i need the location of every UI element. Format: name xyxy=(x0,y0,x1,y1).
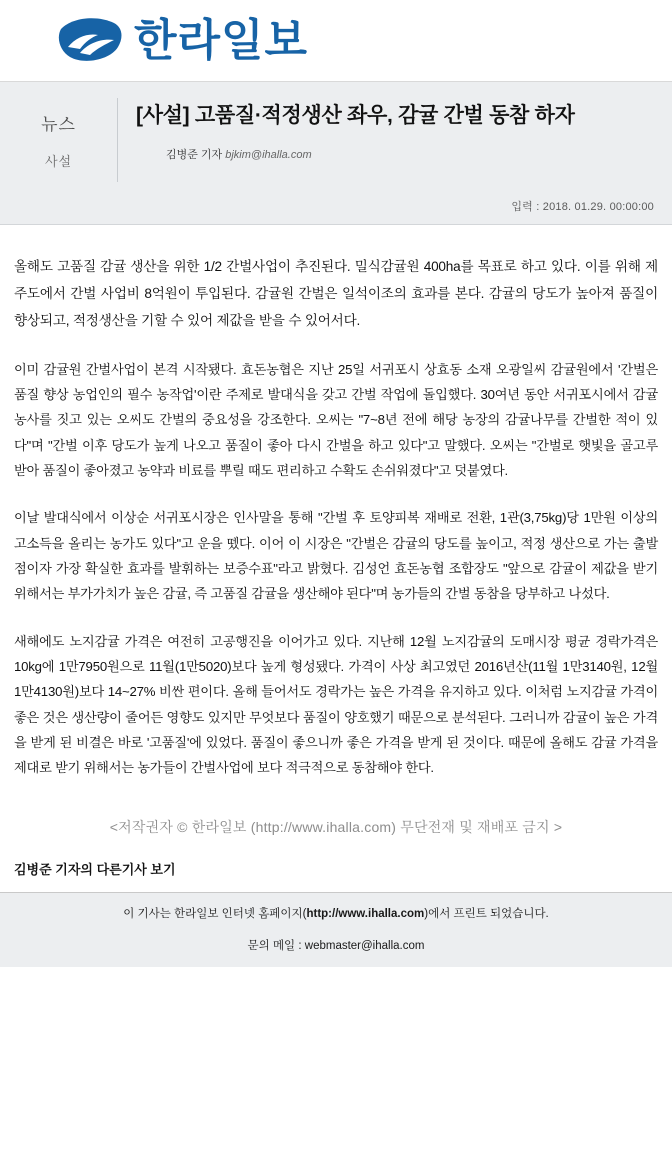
subsection-name[interactable]: 사설 xyxy=(44,154,73,169)
article-paragraph: 이날 발대식에서 이상순 서귀포시장은 인사말을 통해 "간벌 후 토양피복 재배로 전환, 1관(3,75kg)당 1만원 이상의 고소득을 올리는 농가도 있다"고 운을 뗐다. 이어 이 시장은 "간벌은 감귤의 당도를 높이고, 적정 생산으로 가는 출발점이자 가장 확실한 효과를 발휘하는 보증수표"라고 밝혔다. 김성언 효돈농협 조합장도 "앞으로 감귤이 제값을 받기 위해서는 부가가치가 높은 감귤, 즉 고품질 감귤을 생산해야 된다"며 농가들의 간벌 동참을 당부하고 나섰다. xyxy=(14,510,658,602)
print-source-url[interactable]: http://www.ihalla.com xyxy=(306,907,425,920)
publish-timestamp: 입력 : 2018. 01.29. 00:00:00 xyxy=(511,201,654,213)
section-name[interactable]: 뉴스 xyxy=(41,115,76,134)
more-articles-link[interactable]: 김병준 기자의 다른기사 보기 xyxy=(14,861,176,877)
section-breadcrumb xyxy=(0,98,118,182)
article-paragraph: 올해도 고품질 감귤 생산을 위한 1/2 간벌사업이 추진된다. 밀식감귤원 400ha를 목표로 하고 있다. 이를 위해 제주도에서 간벌 사업비 8억원이 투입된다. 감귤원 간벌은 일석이조의 효과를 본다. 감귤의 당도가 높아져 품질이 향상되고, 적정생산을 기할 수 있어 제값을 받을 수 있어서다. xyxy=(14,259,658,329)
page-title: [사설] 고품질·적정생산 좌우, 감귤 간벌 동참 하자 xyxy=(136,104,575,127)
site-logo-text: 한라일보 xyxy=(134,15,309,65)
article-paragraph: 이미 감귤원 간벌사업이 본격 시작됐다. 효돈농협은 지난 25일 서귀포시 상효동 소재 오광일씨 감귤원에서 '간벌은 품질 향상 농업인의 필수 농작업'이란 주제로 발대식을 갖고 간벌 작업에 돌입했다. 30여년 동안 서귀포시에서 감귤농사를 짓고 있는 오씨도 간벌의 중요성을 강조한다. 오씨는 "7~8년 전에 해당 농장의 감귤나무를 간벌한 적이 있다"며 "간벌 이후 당도가 높게 나오고 품질이 좋아 다시 간벌을 하고 있다"고 말했다. 오씨는 "간벌로 햇빛을 골고루 받아 품질이 좋아졌고 농약과 비료를 뿌릴 때도 편리하고 수확도 손쉬워졌다"고 덧붙였다. xyxy=(14,361,658,478)
print-footer xyxy=(0,892,672,967)
reporter-email[interactable]: bjkim@ihalla.com xyxy=(225,149,312,162)
contact-mail-line xyxy=(0,937,672,953)
article-header xyxy=(0,82,672,225)
article-body xyxy=(0,225,672,781)
article-paragraph: 새해에도 노지감귤 가격은 여전히 고공행진을 이어가고 있다. 지난해 12월 노지감귤의 도매시장 평균 경락가격은 10kg에 1만7950원으로 11월(1만5020)보다 높게 형성됐다. 가격이 사상 최고였던 2016년산(11월 1만3140원, 12월 1만4130원)보다 14~27% 비싼 편이다. 올해 들어서도 경락가는 높은 가격을 유지하고 있다. 이처럼 노지감귤 가격이 좋은 것은 생산량이 줄어든 영향도 있지만 무엇보다 품질이 양호했기 때문으로 분석된다. 그러니까 감귤이 높은 가격을 받게 된 비결은 바로 '고품질'에 있었다. 품질이 좋으니까 좋은 가격을 받게 된 것이다. 때문에 올해도 감귤 가격을 제대로 받기 위해서는 농가들이 간벌사업에 보다 적극적으로 동참해야 한다. xyxy=(14,633,658,776)
copyright-notice: <저작권자 © 한라일보 (http://www.ihalla.com) 무단전재 및 재배포 금지 > xyxy=(109,818,563,835)
contact-mail-address[interactable]: webmaster@ihalla.com xyxy=(304,939,425,952)
byline xyxy=(136,146,654,162)
contact-mail-label: 문의 메일 : xyxy=(247,939,302,952)
print-source-note xyxy=(0,905,672,921)
wave-mountain-logo-icon xyxy=(58,15,124,67)
reporter-name: 김병준 기자 xyxy=(166,149,223,162)
site-logo[interactable] xyxy=(58,15,308,67)
masthead xyxy=(0,0,672,82)
print-source-suffix: )에서 프린트 되었습니다. xyxy=(424,907,549,920)
print-source-prefix: 이 기사는 한라일보 인터넷 홈페이지( xyxy=(123,907,307,920)
